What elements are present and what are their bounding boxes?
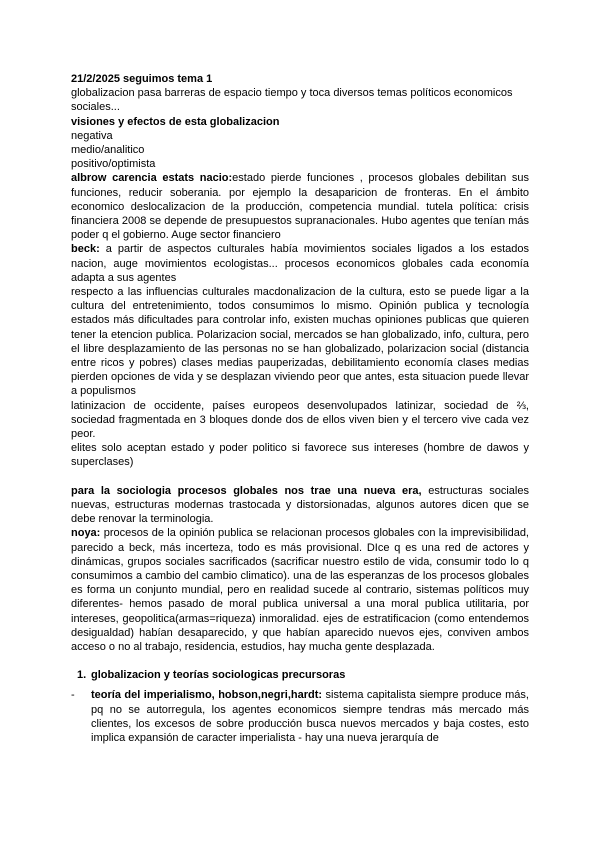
visiones-item: positivo/optimista — [71, 158, 156, 171]
beck-paragraph — [71, 242, 529, 285]
albrow-label: albrow carencia estats nacio: — [71, 172, 233, 185]
albrow-text: estado pierde funciones , procesos globales debilitan sus funciones, reducir soberania. por ejemplo la desaparicion de fronteras. En el ámbito economico deslocalizacion de la producción, competencia mundial. tutela política: crisis financiera 2008 se depende de presupuestos supranacionales. Hubo agentes que tenían más poder q el gobierno. Auge sector financiero — [71, 172, 529, 242]
date-heading: 21/2/2025 seguimos tema 1 — [71, 73, 213, 85]
sociologia-paragraph — [71, 484, 529, 527]
imperialismo-text: sistema capitalista siempre produce más, pq no se autorregula, los agentes economicos siempre tendras más mercado más clientes, los excesos de sobre producción busca nuevos mercados y baja costes, esto implica expansión de caracter imperialista - hay una nueva jerarquía de — [91, 689, 529, 744]
beck-text: a partir de aspectos culturales había movimientos sociales ligados a los estados nacion, auge movimientos ecologistas... procesos economicos globales cada economía adapta a sus agentes — [71, 243, 529, 284]
noya-text: procesos de la opinión publica se relacionan procesos globales con la imprevisibilidad, parecido a beck, más incerteza, todo es más provisional. DIce q es una red de actores y dinámicas, grupos sociales sacrificados (sacrificar nuestro estilo de vida, consumir todo lo q consumimos a cambio del cambio climatico). una de las esperanzas de los procesos globales es forma un conjunto mundial, pero en realidad sucede al contrario, sistemas políticos muy diferentes- hemos pasado de moral publica universal a una moral publica utilitaria, por intereses, geopolitica(armas=riqueza) inmoralidad. ejes de estratificacion (como entendemos desigualdad) habían desaparecido, y que habían aparecido nuevos ejes, conviven ambos acceso o no al trabajo, residencia, estudios, hay mucha gente desplazada. — [71, 527, 529, 653]
noya-label: noya: — [71, 527, 101, 540]
noya-paragraph — [71, 526, 529, 654]
visiones-heading: visiones y efectos de esta globalizacion — [71, 115, 280, 128]
bullet-dash: - — [71, 689, 75, 702]
bullet-item-imperialismo — [71, 688, 529, 745]
paragraph-spacer — [71, 654, 529, 668]
beck-label: beck: — [71, 243, 100, 256]
paragraph-spacer — [71, 470, 529, 484]
sociologia-text: estructuras sociales nuevas, estructuras modernas trastocada y distorsionadas, algunos autores dicen que se debe renovar la terminologia. — [71, 484, 529, 526]
elites-paragraph: elites solo aceptan estado y poder politico si favorece sus intereses (hombre de dawos y superclases) — [71, 442, 529, 469]
sociologia-label: para la sociologia procesos globales nos trae una nueva era, — [71, 484, 422, 497]
list-number: 1. — [77, 669, 87, 682]
numbered-list-item — [71, 668, 529, 682]
list-heading: globalizacion y teorías sociologicas precursoras — [91, 669, 346, 682]
culture-paragraph: respecto a las influencias culturales macdonalizacion de la cultura, esto se puede ligar a la cultura del entretenimiento, todos consumimos lo mismo. Opinión publica y tecnología estados más dificultades para controlar info, existen muchas opiniones publicas que quieren tener la etencion publica. Polarizacion social, mercados se han globalizado, info, cultura, pero el libre desplazamiento de las personas no se han globalizado, polarizacion social (distancia entre ricos y pobres) clases medias pauperizadas, debilitamiento economía clases medias pierden opciones de vida y se desplazan viviendo peor que antes, esta situacion puede llevar a populismos — [71, 286, 529, 398]
intro-paragraph: globalizacion pasa barreras de espacio tiempo y toca diversos temas políticos economicos sociales... — [71, 87, 513, 114]
visiones-item: medio/analitico — [71, 144, 145, 157]
document-page — [71, 72, 529, 745]
visiones-item: negativa — [71, 129, 113, 142]
latin-paragraph: latinizacion de occidente, países europeos desenvolupados latinizar, sociedad de ⅔, sociedad fragmentada en 3 bloques donde dos de ellos viven bien y el tercero vive cada vez peor. — [71, 399, 529, 441]
albrow-paragraph — [71, 171, 529, 242]
imperialismo-label: teoría del imperialismo, hobson,negri,hardt: — [91, 689, 323, 702]
